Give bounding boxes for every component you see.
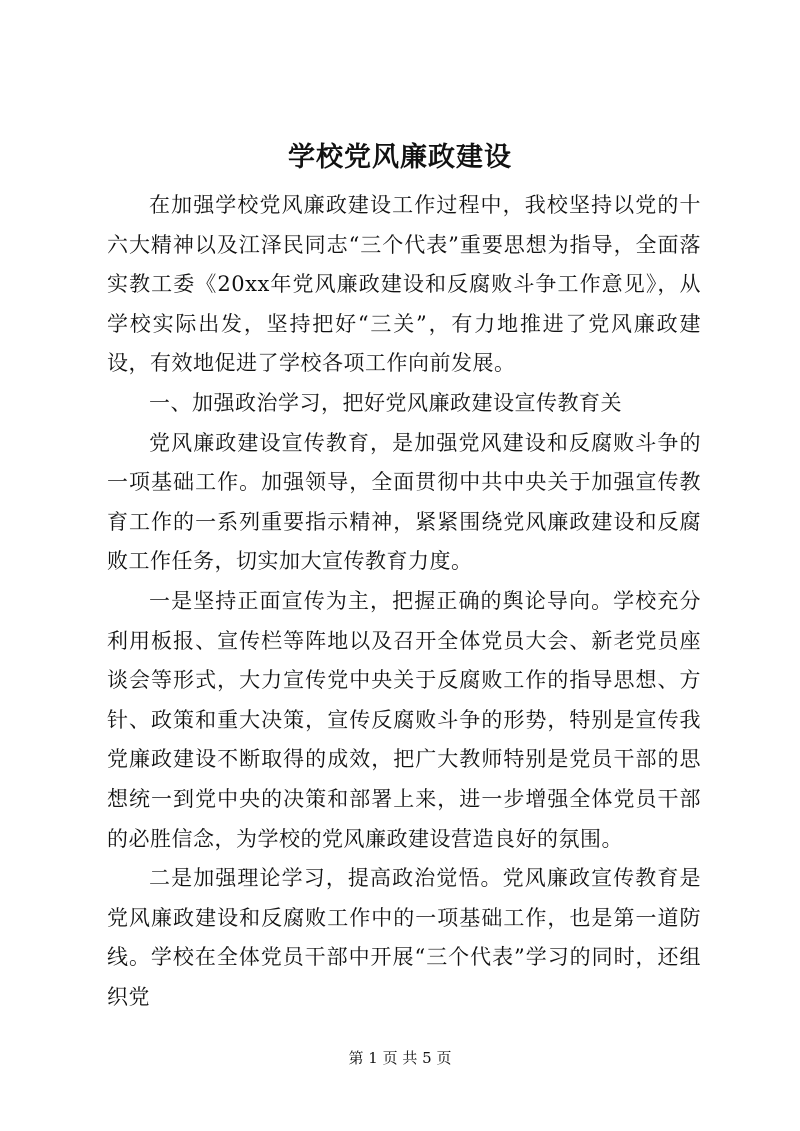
paragraph: 在加强学校党风廉政建设工作过程中，我校坚持以党的十六大精神以及江泽民同志“三个代表”重要思想为指导，全面落实教工委《20xx年党风廉政建设和反腐败斗争工作意见》，从学校实际出发，坚持把好“三关”，有力地推进了党风廉政建设，有效地促进了学校各项工作向前发展。 (107, 193, 701, 376)
document-body (107, 186, 701, 1017)
page-footer: 第 1 页 共 5 页 (348, 1049, 452, 1067)
page-title: 学校党风廉政建设 (288, 142, 512, 173)
paragraph: 二是加强理论学习，提高政治觉悟。党风廉政宣传教育是党风廉政建设和反腐败工作中的一项基础工作，也是第一道防线。学校在全体党员干部中开展“三个代表”学习的同时，还组织党 (107, 866, 701, 1009)
paragraph: 一是坚持正面宣传为主，把握正确的舆论导向。学校充分利用板报、宣传栏等阵地以及召开全体党员大会、新老党员座谈会等形式，大力宣传党中央关于反腐败工作的指导思想、方针、政策和重大决策，宣传反腐败斗争的形势，特别是宣传我党廉政建设不断取得的成效，把广大教师特别是党员干部的思想统一到党中央的决策和部署上来，进一步增强全体党员干部的必胜信念，为学校的党风廉政建设营造良好的氛围。 (107, 588, 701, 851)
paragraph: 党风廉政建设宣传教育，是加强党风建设和反腐败斗争的一项基础工作。加强领导，全面贯彻中共中央关于加强宣传教育工作的一系列重要指示精神，紧紧围绕党风廉政建设和反腐败工作任务，切实加大宣传教育力度。 (107, 430, 701, 574)
section-heading: 一、加强政治学习，把好党风廉政建设宣传教育关 (149, 390, 622, 415)
